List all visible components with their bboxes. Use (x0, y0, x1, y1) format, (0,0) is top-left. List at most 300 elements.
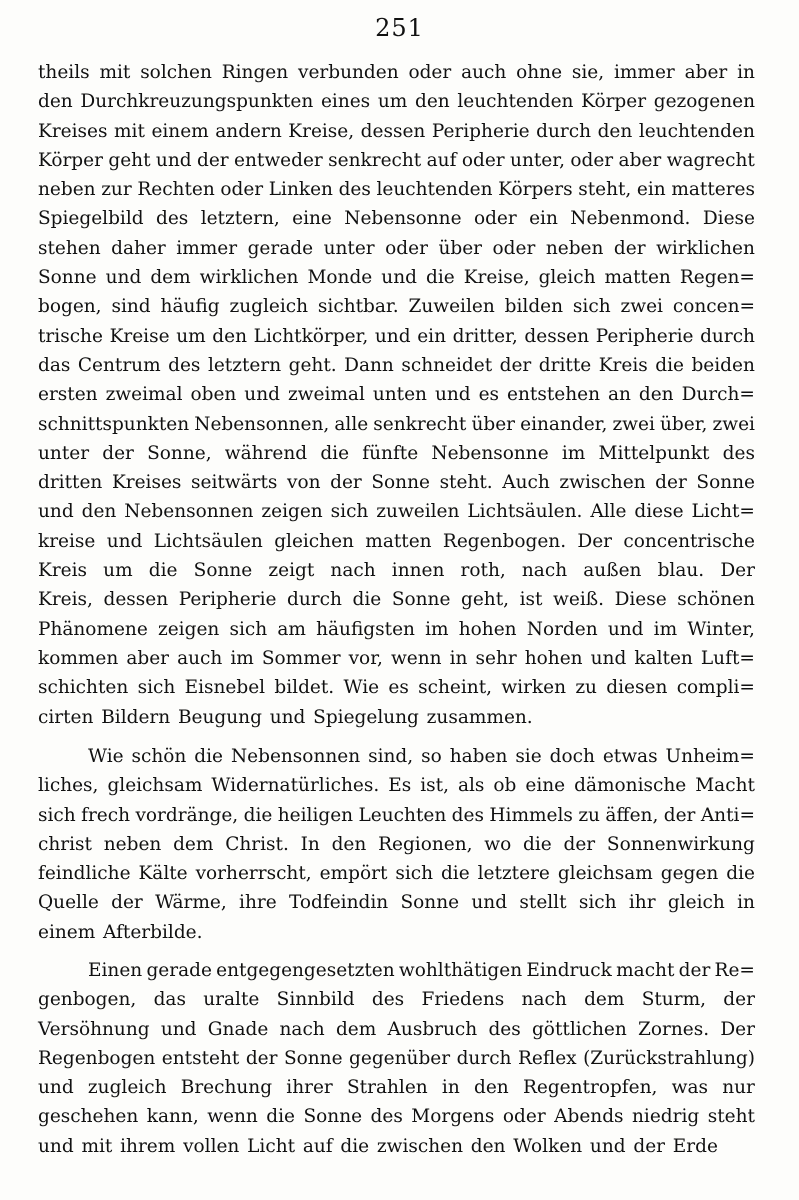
word: der (633, 1135, 665, 1157)
word: Sonne (400, 892, 460, 914)
word: letztere (477, 863, 550, 885)
word: das (38, 354, 71, 376)
word: neben (38, 179, 96, 201)
word: leuchtenden (457, 91, 574, 113)
word: auch (461, 62, 507, 83)
word: wirklichen (199, 267, 299, 289)
word: hohen (458, 618, 517, 640)
word: (Zurückstrahlung) (583, 1047, 755, 1069)
word: außen (583, 560, 642, 582)
word: Morgens (411, 1106, 495, 1128)
word: der (723, 989, 755, 1011)
word: Todfeindin (288, 892, 389, 914)
word: gegen (660, 863, 719, 885)
word: und (106, 530, 143, 552)
word: und (38, 501, 74, 523)
text-line (38, 380, 755, 409)
text-line (38, 497, 755, 526)
word: wirklichen (656, 237, 755, 259)
word: Wärme, (155, 892, 227, 914)
word: Eisnebel (184, 677, 266, 699)
word: Luft= (700, 647, 755, 669)
word: oder (408, 62, 452, 83)
word: sehr (475, 647, 517, 669)
word: Lichtkörper, (253, 325, 369, 347)
word: dritten (38, 472, 103, 494)
word: entweder (234, 149, 323, 171)
word: kreise (38, 530, 96, 552)
word: gleichen (274, 530, 354, 552)
word: Regen= (679, 267, 755, 289)
text-line (38, 830, 755, 859)
word: schönen (677, 589, 755, 611)
word: den (212, 325, 248, 347)
word: zeigt (268, 560, 315, 582)
word: wohlthätigen (398, 960, 523, 981)
word: vor, (348, 647, 383, 669)
word: Körper (581, 91, 647, 113)
paragraph-3 (38, 956, 755, 1161)
word: macht (616, 960, 675, 981)
word: Sonne, (147, 442, 212, 464)
word: die (266, 1106, 295, 1128)
word: entstehen (507, 384, 600, 406)
word: sich (578, 892, 617, 914)
word: Nebenmond. (570, 208, 691, 230)
word: heiligen (277, 804, 354, 826)
word: Sommer (261, 647, 341, 669)
word: der (678, 960, 711, 981)
word: oder (461, 149, 505, 171)
word: verbunden (298, 62, 399, 83)
word: Sonnenwirkung (606, 833, 755, 855)
word: Versöhnung (38, 1018, 150, 1040)
word: um (377, 91, 408, 113)
word: schneidet (401, 354, 493, 376)
word: durch (287, 589, 342, 611)
word: es (388, 677, 409, 699)
word: Re= (714, 960, 755, 981)
word: des (156, 208, 189, 230)
word: Durchkreuzungspunkten (80, 91, 314, 113)
word: Rechten (137, 179, 215, 201)
word: die (148, 560, 178, 582)
word: Kreis (598, 354, 648, 376)
word: zeigen (261, 501, 323, 523)
word: und (590, 647, 627, 669)
word: scheint, (418, 677, 493, 699)
word: in (449, 647, 468, 669)
word: Regentropfen, (522, 1077, 658, 1099)
word: Eindruck (526, 960, 612, 981)
word: solchen (140, 62, 212, 83)
word: leuchtenden (638, 120, 755, 142)
word: eines (320, 91, 371, 113)
word: steht (707, 1106, 755, 1128)
word: des (722, 442, 755, 464)
word: mit (99, 62, 131, 83)
word: wenn (390, 647, 442, 669)
word: Diese (702, 208, 755, 230)
word: Peripherie (595, 325, 694, 347)
word: der (613, 237, 646, 259)
word: gleich (667, 892, 725, 914)
word: etwas (602, 746, 658, 767)
word: in (737, 892, 755, 914)
word: Macht (695, 775, 755, 797)
word: die (352, 589, 382, 611)
word: ohne (516, 62, 563, 83)
word: In (300, 833, 320, 855)
word: häufigsten (316, 618, 415, 640)
word: Peripherie (178, 589, 277, 611)
word: sich (229, 618, 268, 640)
text-line (38, 956, 755, 985)
text-line (38, 673, 755, 702)
word: Himmels (489, 804, 573, 826)
word: ersten (38, 384, 98, 406)
word: dessen (103, 589, 169, 611)
word: oben (190, 384, 237, 406)
word: die (655, 354, 684, 376)
word: doch (549, 746, 595, 767)
word: Kreis, (38, 589, 93, 611)
word: zwei (620, 296, 663, 318)
word: Kreise, (288, 120, 355, 142)
word: Nebensonnen (124, 501, 254, 523)
word: ihr (628, 892, 656, 914)
word: zweimal (105, 384, 183, 406)
word: Quelle (38, 892, 99, 914)
word: Norden (526, 618, 598, 640)
word: der (245, 1047, 278, 1069)
text-line (38, 1044, 755, 1073)
word: gerade (247, 237, 314, 259)
word: ein (529, 208, 558, 230)
word: alle (334, 413, 369, 435)
word: die (243, 804, 273, 826)
word: unter (38, 442, 90, 464)
word: wo (484, 833, 512, 855)
word: weiß. (553, 589, 604, 611)
word: Lichtsäulen (153, 530, 263, 552)
word: ein (417, 325, 446, 347)
word: des (370, 1106, 403, 1128)
word: ist, (420, 775, 449, 797)
word: gegenüber (349, 1047, 451, 1069)
word: kann, (146, 1106, 199, 1128)
word: oder (473, 208, 517, 230)
word: die (440, 863, 470, 885)
word: Gnade (207, 1018, 269, 1040)
word: Spiegelbild (38, 208, 144, 230)
text-line (38, 292, 755, 321)
word: auf (426, 149, 457, 171)
word: steht. (439, 472, 493, 494)
word: Durch= (681, 384, 755, 406)
word: seitwärts (191, 472, 278, 494)
word: Zornes. (638, 1018, 710, 1040)
word: Christ. (225, 833, 289, 855)
word: Ringen (221, 62, 289, 83)
word: des (168, 354, 201, 376)
word: Sturm, (641, 989, 706, 1011)
text-line (38, 1073, 755, 1102)
word: sind (111, 296, 151, 318)
word: der (102, 442, 134, 464)
word: unter, (510, 149, 565, 171)
word: oder (502, 1106, 546, 1128)
text-line (38, 117, 755, 146)
word: der (197, 149, 229, 171)
word: zugleich (87, 1077, 167, 1099)
word: sie, (571, 62, 605, 83)
word: der (499, 354, 532, 376)
word: mit (114, 120, 145, 142)
word: dem (584, 989, 625, 1011)
word: innen (391, 560, 445, 582)
word: Kreises (38, 120, 108, 142)
word: der (655, 472, 687, 494)
word: Nebensonnen, (194, 413, 330, 435)
word: durch (700, 325, 755, 347)
word: Einen (88, 960, 143, 981)
word: Anti= (700, 804, 755, 826)
paragraph-1 (38, 58, 755, 732)
word: Körpers (498, 179, 573, 201)
word: Kreise, (463, 267, 530, 289)
word: Linken (268, 179, 333, 201)
word: die (320, 442, 350, 464)
word: des (371, 989, 405, 1011)
word: und (38, 1135, 74, 1157)
word: und (471, 892, 508, 914)
word: zu (575, 677, 597, 699)
word: nach (330, 560, 376, 582)
text-line (38, 1102, 755, 1131)
word: zuweilen (376, 501, 460, 523)
word: über (438, 237, 483, 259)
word: göttlichen (531, 1018, 627, 1040)
word: die (425, 267, 455, 289)
text-line (38, 468, 755, 497)
word: dem (173, 833, 214, 855)
word: blau. (657, 560, 705, 582)
word: schichten (38, 677, 129, 699)
word: Leuchten (358, 804, 447, 826)
word: Ausbruch (387, 1018, 478, 1040)
word: was (671, 1077, 708, 1099)
text-line (38, 615, 755, 644)
word: gerade (146, 960, 212, 981)
word: in (737, 62, 755, 83)
word: gleichsam (107, 775, 203, 797)
word: nach (521, 989, 567, 1011)
text-line (38, 1132, 755, 1161)
word: roth, (460, 560, 506, 582)
text-line (38, 410, 755, 439)
word: neben (545, 237, 604, 259)
word: liches, (38, 775, 99, 797)
word: zwischen (559, 472, 646, 494)
word: stellt (519, 892, 567, 914)
word: dessen (524, 325, 590, 347)
word: die (340, 1135, 370, 1157)
word: während (224, 442, 308, 464)
word: sich (38, 804, 76, 826)
word: den (415, 91, 450, 113)
word: es (478, 384, 500, 406)
text-line (38, 263, 755, 292)
word: Reflex (517, 1047, 577, 1069)
word: die (523, 833, 552, 855)
word: Körper (38, 149, 103, 171)
word: Brechung (180, 1077, 273, 1099)
word: Beugung (177, 706, 262, 728)
word: Lichtsäulen. (467, 501, 583, 523)
word: als (457, 775, 485, 797)
word: diese (634, 501, 684, 523)
word: wagrecht (666, 149, 755, 171)
text-line (38, 556, 755, 585)
word: ein (636, 179, 666, 201)
word: Alle (590, 501, 627, 523)
word: das (153, 989, 186, 1011)
word: und (38, 1077, 74, 1099)
word: durch (536, 120, 592, 142)
word: Licht= (691, 501, 755, 523)
word: und (244, 384, 280, 406)
word: Widernatürliches. (211, 775, 380, 797)
word: unter (323, 237, 375, 259)
word: zur (101, 179, 132, 201)
word: nach (521, 560, 568, 582)
text-line (38, 351, 755, 380)
word: oder (570, 149, 614, 171)
word: geschehen (38, 1106, 139, 1128)
text-line (38, 58, 755, 87)
word: dessen (360, 120, 426, 142)
word: theils (38, 62, 90, 83)
word: den (470, 1135, 506, 1157)
word: wirken (501, 677, 566, 699)
word: so (421, 746, 442, 767)
word: Sonne (38, 267, 97, 289)
word: wenn (207, 1106, 258, 1128)
word: den (38, 91, 73, 113)
word: sich (137, 677, 176, 699)
word: immer (176, 237, 238, 259)
word: des (488, 1018, 521, 1040)
word: auch (177, 647, 223, 669)
word: Winter, (687, 618, 755, 640)
word: Friedens (421, 989, 505, 1011)
word: haben (449, 746, 508, 767)
text-line (38, 87, 755, 116)
text-line (38, 888, 755, 917)
word: niedrig (632, 1106, 700, 1128)
word: frech (81, 804, 131, 826)
word: Regenbogen. (442, 530, 567, 552)
word: bogen, (38, 296, 102, 318)
word: Centrum (77, 354, 161, 376)
word: Wie (343, 677, 380, 699)
word: zwei (612, 413, 655, 435)
text-line (38, 175, 755, 204)
word: im (425, 618, 449, 640)
word: durch (456, 1047, 512, 1069)
text-line (38, 322, 755, 351)
word: vordränge, (135, 804, 239, 826)
word: zu (578, 804, 600, 826)
word: zugleich (229, 296, 309, 318)
word: Kreise (109, 325, 170, 347)
text-line (38, 204, 755, 233)
word: ob (493, 775, 517, 797)
word: Sonne (303, 1106, 363, 1128)
word: geht (108, 149, 151, 171)
word: über (471, 413, 516, 435)
word: von (287, 472, 321, 494)
word: Erde (672, 1135, 718, 1157)
word: den (81, 501, 117, 523)
word: oder (385, 237, 428, 259)
word: concen= (672, 296, 755, 318)
word: cirten (38, 706, 94, 728)
word: aber (684, 62, 728, 83)
word: im (230, 647, 254, 669)
word: Diese (614, 589, 667, 611)
word: Der (720, 560, 755, 582)
word: und (155, 149, 192, 171)
word: Licht (247, 1135, 296, 1157)
word: stehen (38, 237, 101, 259)
word: genbogen, (38, 989, 137, 1011)
word: fünfte (362, 442, 419, 464)
word: den (597, 120, 633, 142)
word: den (638, 384, 674, 406)
word: und (434, 384, 471, 406)
word: der (563, 833, 596, 855)
word: entgegengesetzten (216, 960, 395, 981)
word: senkrecht (328, 149, 422, 171)
word: Bildern (101, 706, 171, 728)
word: Nebensonnen (230, 746, 361, 767)
text-line (38, 585, 755, 614)
word: Kreises (111, 472, 182, 494)
word: uralte (203, 989, 260, 1011)
word: ihrem (120, 1135, 176, 1157)
word: Wolken (513, 1135, 583, 1157)
word: geht, (460, 589, 510, 611)
word: Sonne (696, 472, 755, 494)
word: aber (126, 647, 170, 669)
word: Der (720, 1018, 755, 1040)
word: kalten (634, 647, 693, 669)
word: in (441, 1077, 460, 1099)
word: andern (215, 120, 282, 142)
word: Kreis (38, 560, 88, 582)
word: zwei (712, 413, 755, 435)
word: zusammen. (426, 706, 533, 728)
word: häufig (160, 296, 220, 318)
word: und (381, 267, 417, 289)
text-line (38, 859, 755, 888)
word: auf (302, 1135, 333, 1157)
word: diesen (606, 677, 668, 699)
word: schön (131, 746, 187, 767)
word: immer (613, 62, 675, 83)
